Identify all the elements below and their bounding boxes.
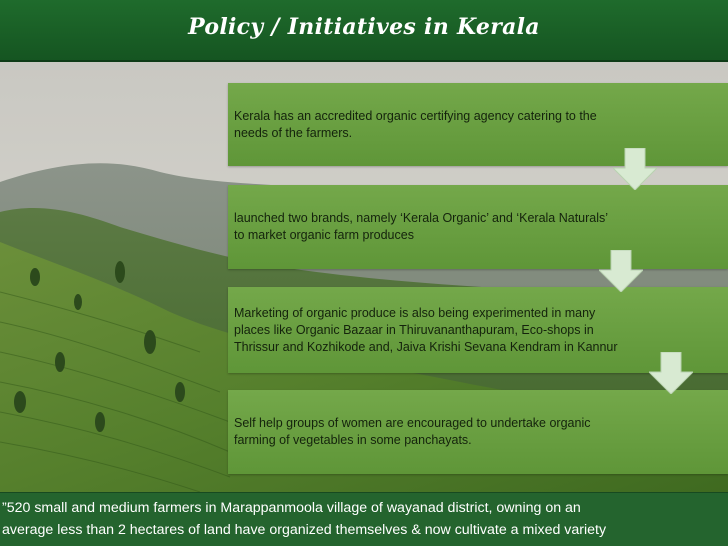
down-arrow-icon: [613, 148, 657, 190]
step-text-2: launched two brands, namely ‘Kerala Organic’ and ‘Kerala Naturals’ to market organic farm produces: [234, 211, 608, 242]
step-text-1: Kerala has an accredited organic certifying agency catering to the needs of the farmers.: [234, 108, 597, 140]
step-text-3: Marketing of organic produce is also being experimented in many places like Organic Bazaar in Thiruvananthapuram, Eco-shops in Thrissur and Kozhikode and, Jaiva Krishi Sevana Kendram in Kannur: [234, 305, 618, 354]
down-arrow-icon: [599, 250, 643, 292]
footer-quote-bar: [0, 492, 728, 546]
step-box-2: [228, 185, 728, 269]
footer-quote: [2, 497, 728, 541]
down-arrow-icon: [649, 352, 693, 394]
slide-title: Policy / Initiatives in Kerala: [188, 14, 540, 40]
step-box-4: [228, 390, 728, 474]
step-text-4: Self help groups of women are encouraged to undertake organic farming of vegetables in some panchayats.: [234, 416, 591, 447]
title-bar: [0, 0, 728, 62]
footer-quote-line-2: average less than 2 hectares of land have organized themselves & now cultivate a mixed variety: [2, 522, 607, 538]
footer-quote-line-1: ”520 small and medium farmers in Marappanmoola village of wayanad district, owning on an: [2, 500, 581, 516]
